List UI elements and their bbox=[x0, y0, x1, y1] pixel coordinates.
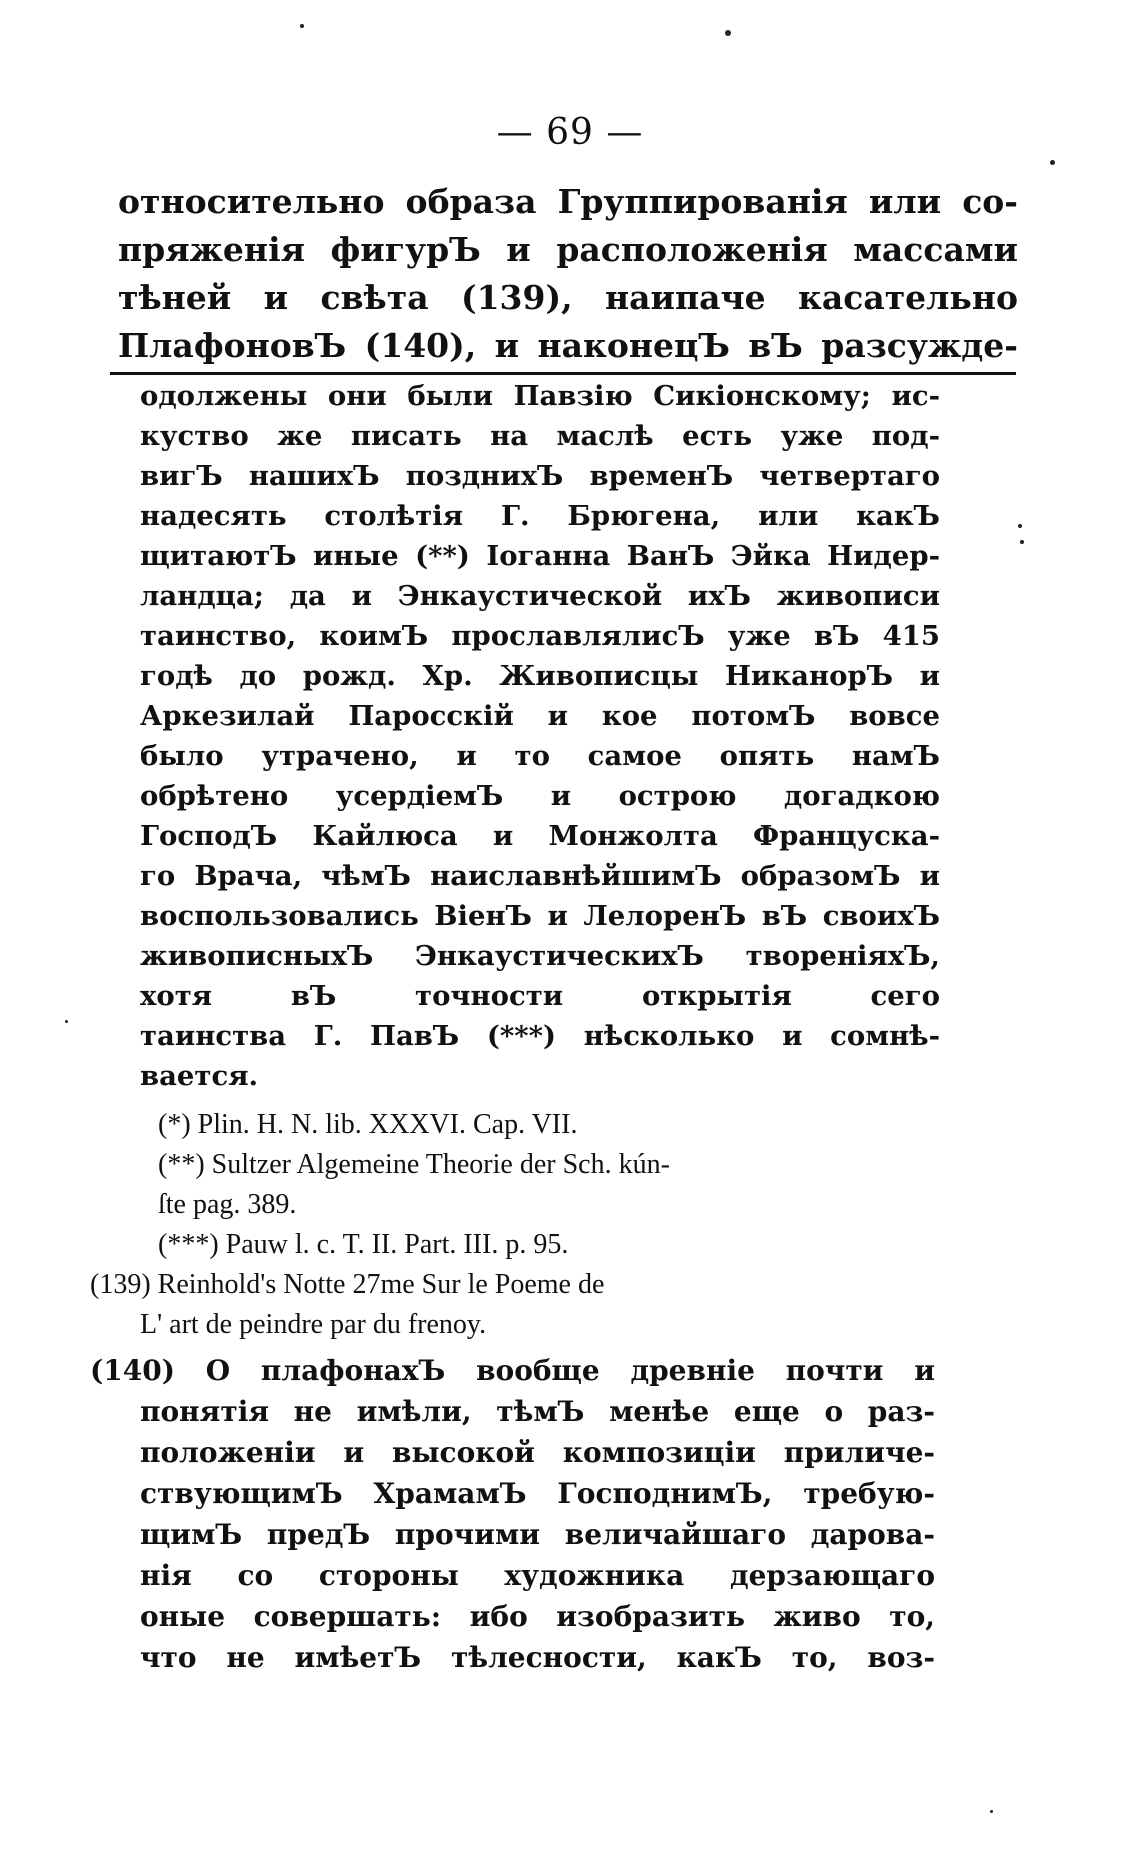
footnote-line: таинство, коимЪ прославлялисЪ уже вЪ 415 bbox=[140, 620, 940, 652]
note-140-line: ствующимЪ ХрамамЪ ГосподнимЪ, требую- bbox=[140, 1477, 935, 1510]
scan-speck bbox=[990, 1810, 993, 1813]
note-140-line: понятія не имѣли, тѣмЪ менѣе еще о раз- bbox=[140, 1395, 935, 1428]
main-text-line: относительно образа Группированія или со- bbox=[118, 182, 1018, 221]
main-text-block bbox=[118, 178, 1018, 370]
footnote-line: было утрачено, и то самое опять намЪ bbox=[140, 740, 940, 772]
footnote-line: ландца; да и Энкаустической ихЪ живописи bbox=[140, 580, 940, 612]
note-139: (139) Reinhold's Notte 27me Sur le Poeme de bbox=[90, 1269, 605, 1300]
page-number: — 69 — bbox=[496, 112, 644, 153]
scan-speck bbox=[65, 1020, 68, 1023]
main-text-line: пряженія фигурЪ и расположенія массами bbox=[118, 230, 1018, 269]
reference-plin: (*) Plin. H. N. lib. XXXVI. Cap. VII. bbox=[158, 1109, 578, 1140]
main-text-line: тѣней и свѣта (139), наипаче касательно bbox=[118, 278, 1018, 317]
note-140-line: положеніи и высокой композиціи приличе- bbox=[140, 1436, 935, 1469]
note-140-line: (140) О плафонахЪ вообще древніе почти и bbox=[90, 1354, 935, 1387]
note-140-line: оные совершать: ибо изобразить живо то, bbox=[140, 1600, 935, 1633]
footnote-line: обрѣтено усердіемЪ и острою догадкою bbox=[140, 780, 940, 812]
scan-speck bbox=[1020, 540, 1024, 544]
footnote-line: живописныхЪ ЭнкаустическихЪ твореніяхЪ, bbox=[140, 940, 940, 972]
note-140 bbox=[90, 1350, 935, 1678]
footnote-line: воспользовались ВіенЪ и ЛелоренЪ вЪ своихЪ bbox=[140, 900, 940, 932]
reference-sultzer-continued: ſte pag. 389. bbox=[158, 1189, 297, 1220]
footnote-line: щитаютЪ иные (**) Іоганна ВанЪ Эйка Нидер- bbox=[140, 540, 940, 572]
scan-speck bbox=[300, 24, 304, 28]
footnote-line: вигЪ нашихЪ позднихЪ временЪ четвертаго bbox=[140, 460, 940, 492]
footnote-line: таинства Г. ПавЪ (***) нѣсколько и сомнѣ- bbox=[140, 1020, 940, 1052]
footnote-block bbox=[140, 376, 940, 1096]
reference-notes bbox=[90, 1105, 970, 1345]
footnote-line: Аркезилай Паросскій и кое потомЪ вовсе bbox=[140, 700, 940, 732]
footnote-line: ГосподЪ Кайлюса и Монжолта Француска- bbox=[140, 820, 940, 852]
scan-speck bbox=[1018, 524, 1022, 528]
footnote-line: го Врача, чѣмЪ наиславнѣйшимЪ образомЪ и bbox=[140, 860, 940, 892]
footnote-divider bbox=[110, 372, 1016, 375]
note-140-line: что не имѣетЪ тѣлесности, какЪ то, воз- bbox=[140, 1641, 935, 1674]
footnote-line: вается. bbox=[140, 1060, 259, 1092]
footnote-line: годѣ до рожд. Хр. Живописцы НиканорЪ и bbox=[140, 660, 940, 692]
main-text-line: ПлафоновЪ (140), и наконецЪ вЪ разсужде- bbox=[118, 326, 1018, 365]
scan-speck bbox=[725, 30, 731, 36]
reference-sultzer: (**) Sultzer Algemeine Theorie der Sch. kún- bbox=[158, 1149, 670, 1180]
footnote-line: куство же писать на маслѣ есть уже под- bbox=[140, 420, 940, 452]
reference-pauw: (***) Pauw l. c. T. II. Part. III. p. 95. bbox=[158, 1229, 569, 1260]
footnote-line: хотя вЪ точности открытія сего bbox=[140, 980, 940, 1012]
note-140-line: нія со стороны художника дерзающаго bbox=[140, 1559, 935, 1592]
footnote-line: надесять столѣтія Г. Брюгена, или какЪ bbox=[140, 500, 940, 532]
note-140-line: щимЪ предЪ прочими величайшаго дарова- bbox=[140, 1518, 935, 1551]
scan-speck bbox=[1050, 160, 1055, 165]
footnote-line: одолжены они были Павзію Сикіонскому; ис- bbox=[140, 380, 940, 412]
note-139-continued: L' art de peindre par du frenoy. bbox=[140, 1309, 487, 1340]
